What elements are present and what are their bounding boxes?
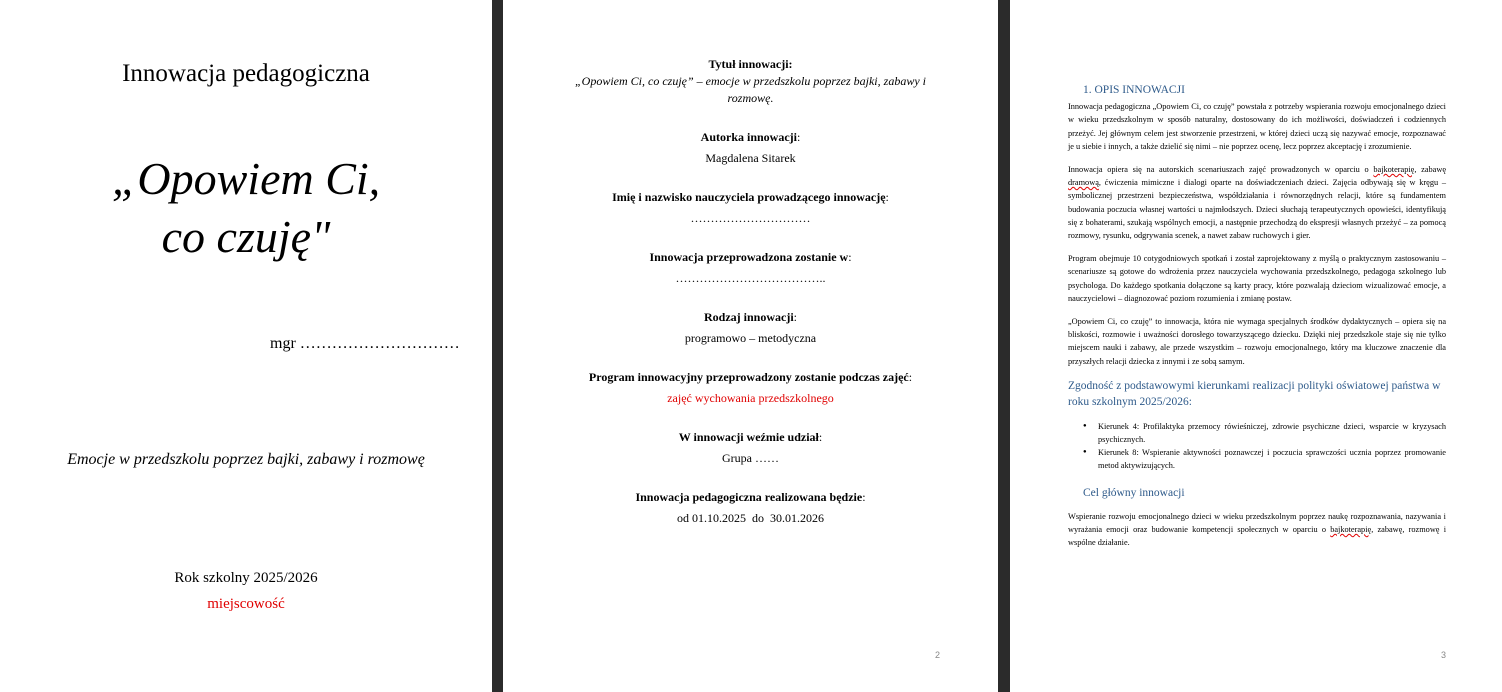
school-year: Rok szkolny 2025/2026 (174, 570, 318, 586)
participants-value: Grupa …… (722, 451, 779, 465)
spellcheck-word: bajkoterapię (1330, 525, 1372, 535)
participants-block (573, 429, 928, 467)
cover-title-line-1: „Opowiem Ci, (111, 153, 381, 204)
type-value: programowo – metodyczna (684, 331, 817, 345)
teacher-label: Imię i nazwisko nauczyciela prowadzącego innowację (612, 190, 886, 204)
program-label-row (573, 369, 928, 386)
section-heading: 1. OPIS INNOWACJI (1083, 84, 1185, 96)
colon: : (793, 310, 797, 324)
dates-label: Innowacja pedagogiczna realizowana będzie (635, 490, 863, 504)
paragraph-2-start: Innowacja opiera się na autorskich scenariuszach zajęć prowadzonych w oparciu o (1068, 165, 1374, 175)
program-value: zajęć wychowania przedszkolnego (667, 391, 834, 405)
paragraph-3: Program obejmuje 10 cotygodniowych spotkań i został zaprojektowany z myślą o praktycznym zastosowaniu – scenariusze są gotowe do wdrożenia przez nauczyciela wychowania przedszkolnego, pedagoga szkolnego lub psychologa. Do każdego spotkania dołączone są karty pracy, które pozwalają dzieciom wizualizować emocje, a nauczycielowi – diagnozować poziom rozumienia i zmianę postaw. (1068, 254, 1446, 303)
paragraph-2-mid: , zabawę (1414, 165, 1447, 175)
place-value: ……………………………….. (675, 271, 826, 285)
page-2 (503, 0, 998, 692)
type-label: Rodzaj innowacji (703, 310, 794, 324)
program-block (573, 369, 928, 407)
goal-heading: Cel główny innowacji (1083, 486, 1185, 499)
description-section (1068, 84, 1446, 559)
place-label: Innowacja przeprowadzona zostanie w (649, 250, 849, 264)
dates-block (573, 489, 928, 527)
title-label: Tytuł innowacji: (708, 57, 793, 71)
paragraph-4: „Opowiem Ci, co czuję” to innowacja, która nie wymaga specjalnych środków dydaktycznych – opiera się na bliskości, rozmowie i uważności dorosłego towarzyszącego dziecku. Dzięki niej przedszkole staje się nie tylko miejscem nauki i zabawy, ale przede wszystkim – rozwoju emocjonalnego, który ma kluczowe znaczenie dla przyszłych relacji dziecka z innymi i ze sobą samym. (1068, 317, 1446, 366)
list-item: ● Kierunek 4: Profilaktyka przemocy rówieśniczej, zdrowie psychiczne dzieci, wsparcie w kryzysach psychicznych. (1098, 420, 1446, 446)
place-placeholder: miejscowość (207, 596, 285, 612)
dates-label-row (573, 489, 928, 506)
cover-title (0, 150, 492, 266)
colon: : (862, 490, 866, 504)
author-label: Autorka innowacji (700, 130, 797, 144)
goal-end: , zabawę, rozmowę i wspólne działanie. (1068, 525, 1446, 548)
title-block (573, 56, 928, 107)
dates-value: od 01.10.2025 do 30.01.2026 (677, 511, 824, 525)
colon: : (797, 130, 801, 144)
type-label-row (573, 309, 928, 326)
page-1 (0, 0, 492, 692)
page-3 (1010, 0, 1502, 692)
cover-heading: Innowacja pedagogiczna (122, 60, 370, 87)
spellcheck-word: dramową (1068, 178, 1099, 188)
author-label-row (573, 129, 928, 146)
list-item: ● Kierunek 8: Wspieranie aktywności poznawczej i poczucia sprawczości ucznia poprzez promowanie metod aktywizujących. (1098, 446, 1446, 472)
title-value: „Opowiem Ci, co czuję” – emocje w przedszkolu poprzez bajki, zabawy i rozmowę. (575, 74, 926, 105)
goal-start: Wspieranie rozwoju emocjonalnego dzieci w wieku przedszkolnym poprzez naukę rozpoznawania, nazywania i wyrażania emocji oraz budowanie kompetencji społecznych w oparciu o (1068, 511, 1446, 535)
page-number: 3 (1440, 650, 1446, 660)
paragraph-2-end: , ćwiczenia mimiczne i dialogi oparte na doświadczeniach dzieci. Zajęcia odbywają się w kręgu – symbolicznej przestrzeni bezpieczeństwa, współdziałania i równorzędnych relacji, które są fundamentem budowania poczucia własnej wartości u najmłodszych. Dzieci słuchają terapeutycznych opowieści, identyfikują się z bohaterami, szukają wspólnych emocji, a następnie przechodzą do ekspresji własnych przeżyć – za pomocą rozmowy, rysunku, odgrywania scenek, a nawet zabaw ruchowych i gier. (1068, 178, 1446, 241)
colon: : (885, 190, 889, 204)
author-block (573, 129, 928, 167)
paragraph-1: Innowacja pedagogiczna „Opowiem Ci, co czuję” powstała z potrzeby wspierania rozwoju emocjonalnego dzieci w wieku przedszkolnym w sposób naturalny, dostosowany do ich możliwości, doświadczeń i codziennych przeżyć. Jej głównym celem jest stworzenie przestrzeni, w której dzieci uczą się nazywać emocje, rozpoznawać je u siebie i innych, a także dzielić się nimi – nie poprzez ocenę, lecz poprzez akceptację i zrozumienie. (1068, 102, 1446, 151)
policy-list (1068, 420, 1446, 473)
author-value: Magdalena Sitarek (705, 151, 796, 165)
policy-heading: Zgodność z podstawowymi kierunkami realizacji polityki oświatowej państwa w roku szkolnym 2025/2026: (1068, 379, 1441, 408)
paragraph-2 (1068, 163, 1446, 242)
spellcheck-word: bajkoterapię (1373, 165, 1415, 175)
colon: : (848, 250, 852, 264)
cover-title-line-2: co czuję" (161, 211, 331, 262)
program-label: Program innowacyjny przeprowadzony zostanie podczas zajęć (588, 370, 909, 384)
colon: : (908, 370, 913, 384)
participants-label: W innowacji weźmie udział (678, 430, 819, 444)
place-label-row (573, 249, 928, 266)
page-number: 2 (934, 650, 940, 660)
author-placeholder: mgr ………………………… (270, 335, 460, 352)
teacher-label-row (573, 189, 928, 206)
teacher-block (573, 189, 928, 227)
participants-label-row (573, 429, 928, 446)
place-block (573, 249, 928, 287)
goal-paragraph (1068, 510, 1446, 550)
colon: : (818, 430, 823, 444)
cover-subtitle: Emocje w przedszkolu poprzez bajki, zabawy i rozmowę (67, 451, 425, 468)
type-block (573, 309, 928, 347)
teacher-value: ………………………… (690, 211, 811, 225)
metadata-section (573, 56, 928, 549)
